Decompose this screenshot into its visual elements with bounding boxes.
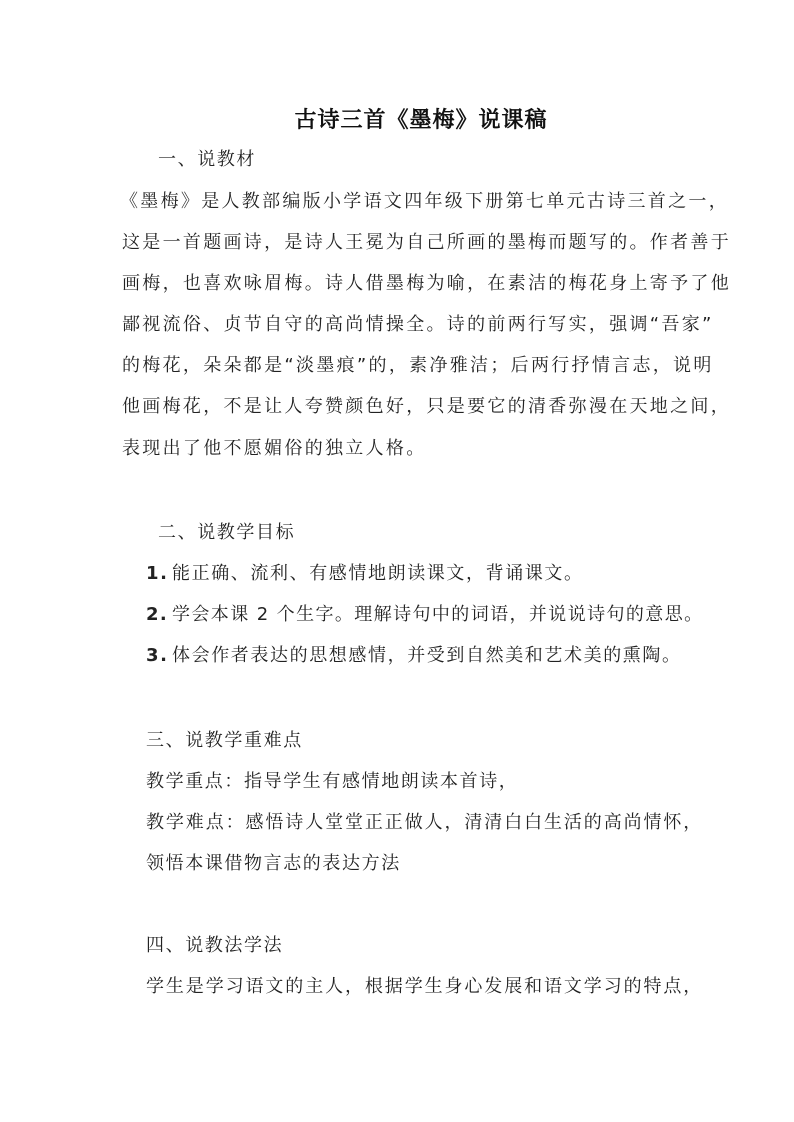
goal-number: 3.: [146, 645, 169, 666]
paragraph-line: 领悟本课借物言志的表达方法: [146, 853, 401, 874]
paragraph-line: 鄙视流俗、贞节自守的高尚情操全。诗的前两行写实，强调“吾家”: [122, 314, 714, 335]
paragraph-line: 《墨梅》是人教部编版小学语文四年级下册第七单元古诗三首之一，: [120, 191, 729, 212]
goal-text: 体会作者表达的思想感情，并受到自然美和艺术美的熏陶。: [172, 645, 682, 666]
goal-item: [146, 562, 584, 586]
document-title: 古诗三首《墨梅》说课稿: [294, 108, 548, 133]
section-heading: 二、说教学目标: [158, 522, 296, 543]
goal-number: 1.: [146, 563, 169, 584]
paragraph-line: 这是一首题画诗，是诗人王冕为自己所画的墨梅而题写的。作者善于: [122, 232, 731, 253]
goal-item: [146, 603, 704, 627]
section-heading: 一、说教材: [158, 149, 256, 170]
paragraph-line: 教学难点：感悟诗人堂堂正正做人，清清白白生活的高尚情怀，: [146, 812, 704, 833]
section-heading: 三、说教学重难点: [146, 730, 303, 751]
goal-text: 学会本课 2 个生字。理解诗句中的词语，并说说诗句的意思。: [172, 604, 704, 625]
goal-number: 2.: [146, 604, 169, 625]
paragraph-line: 他画梅花，不是让人夸赞颜色好，只是要它的清香弥漫在天地之间，: [122, 396, 731, 417]
paragraph-line: 画梅，也喜欢咏眉梅。诗人借墨梅为喻，在素洁的梅花身上寄予了他: [122, 273, 731, 294]
goal-item: [146, 644, 682, 668]
goal-text: 能正确、流利、有感情地朗读课文，背诵课文。: [172, 563, 584, 584]
paragraph-line: 学生是学习语文的主人，根据学生身心发展和语文学习的特点，: [146, 976, 704, 997]
section-heading: 四、说教法学法: [146, 935, 284, 956]
paragraph-line: 表现出了他不愿媚俗的独立人格。: [122, 438, 427, 459]
paragraph-line: 的梅花，朵朵都是“淡墨痕”的，素净雅洁；后两行抒情言志，说明: [122, 355, 714, 376]
paragraph-line: 教学重点：指导学生有感情地朗读本首诗，: [146, 771, 519, 792]
